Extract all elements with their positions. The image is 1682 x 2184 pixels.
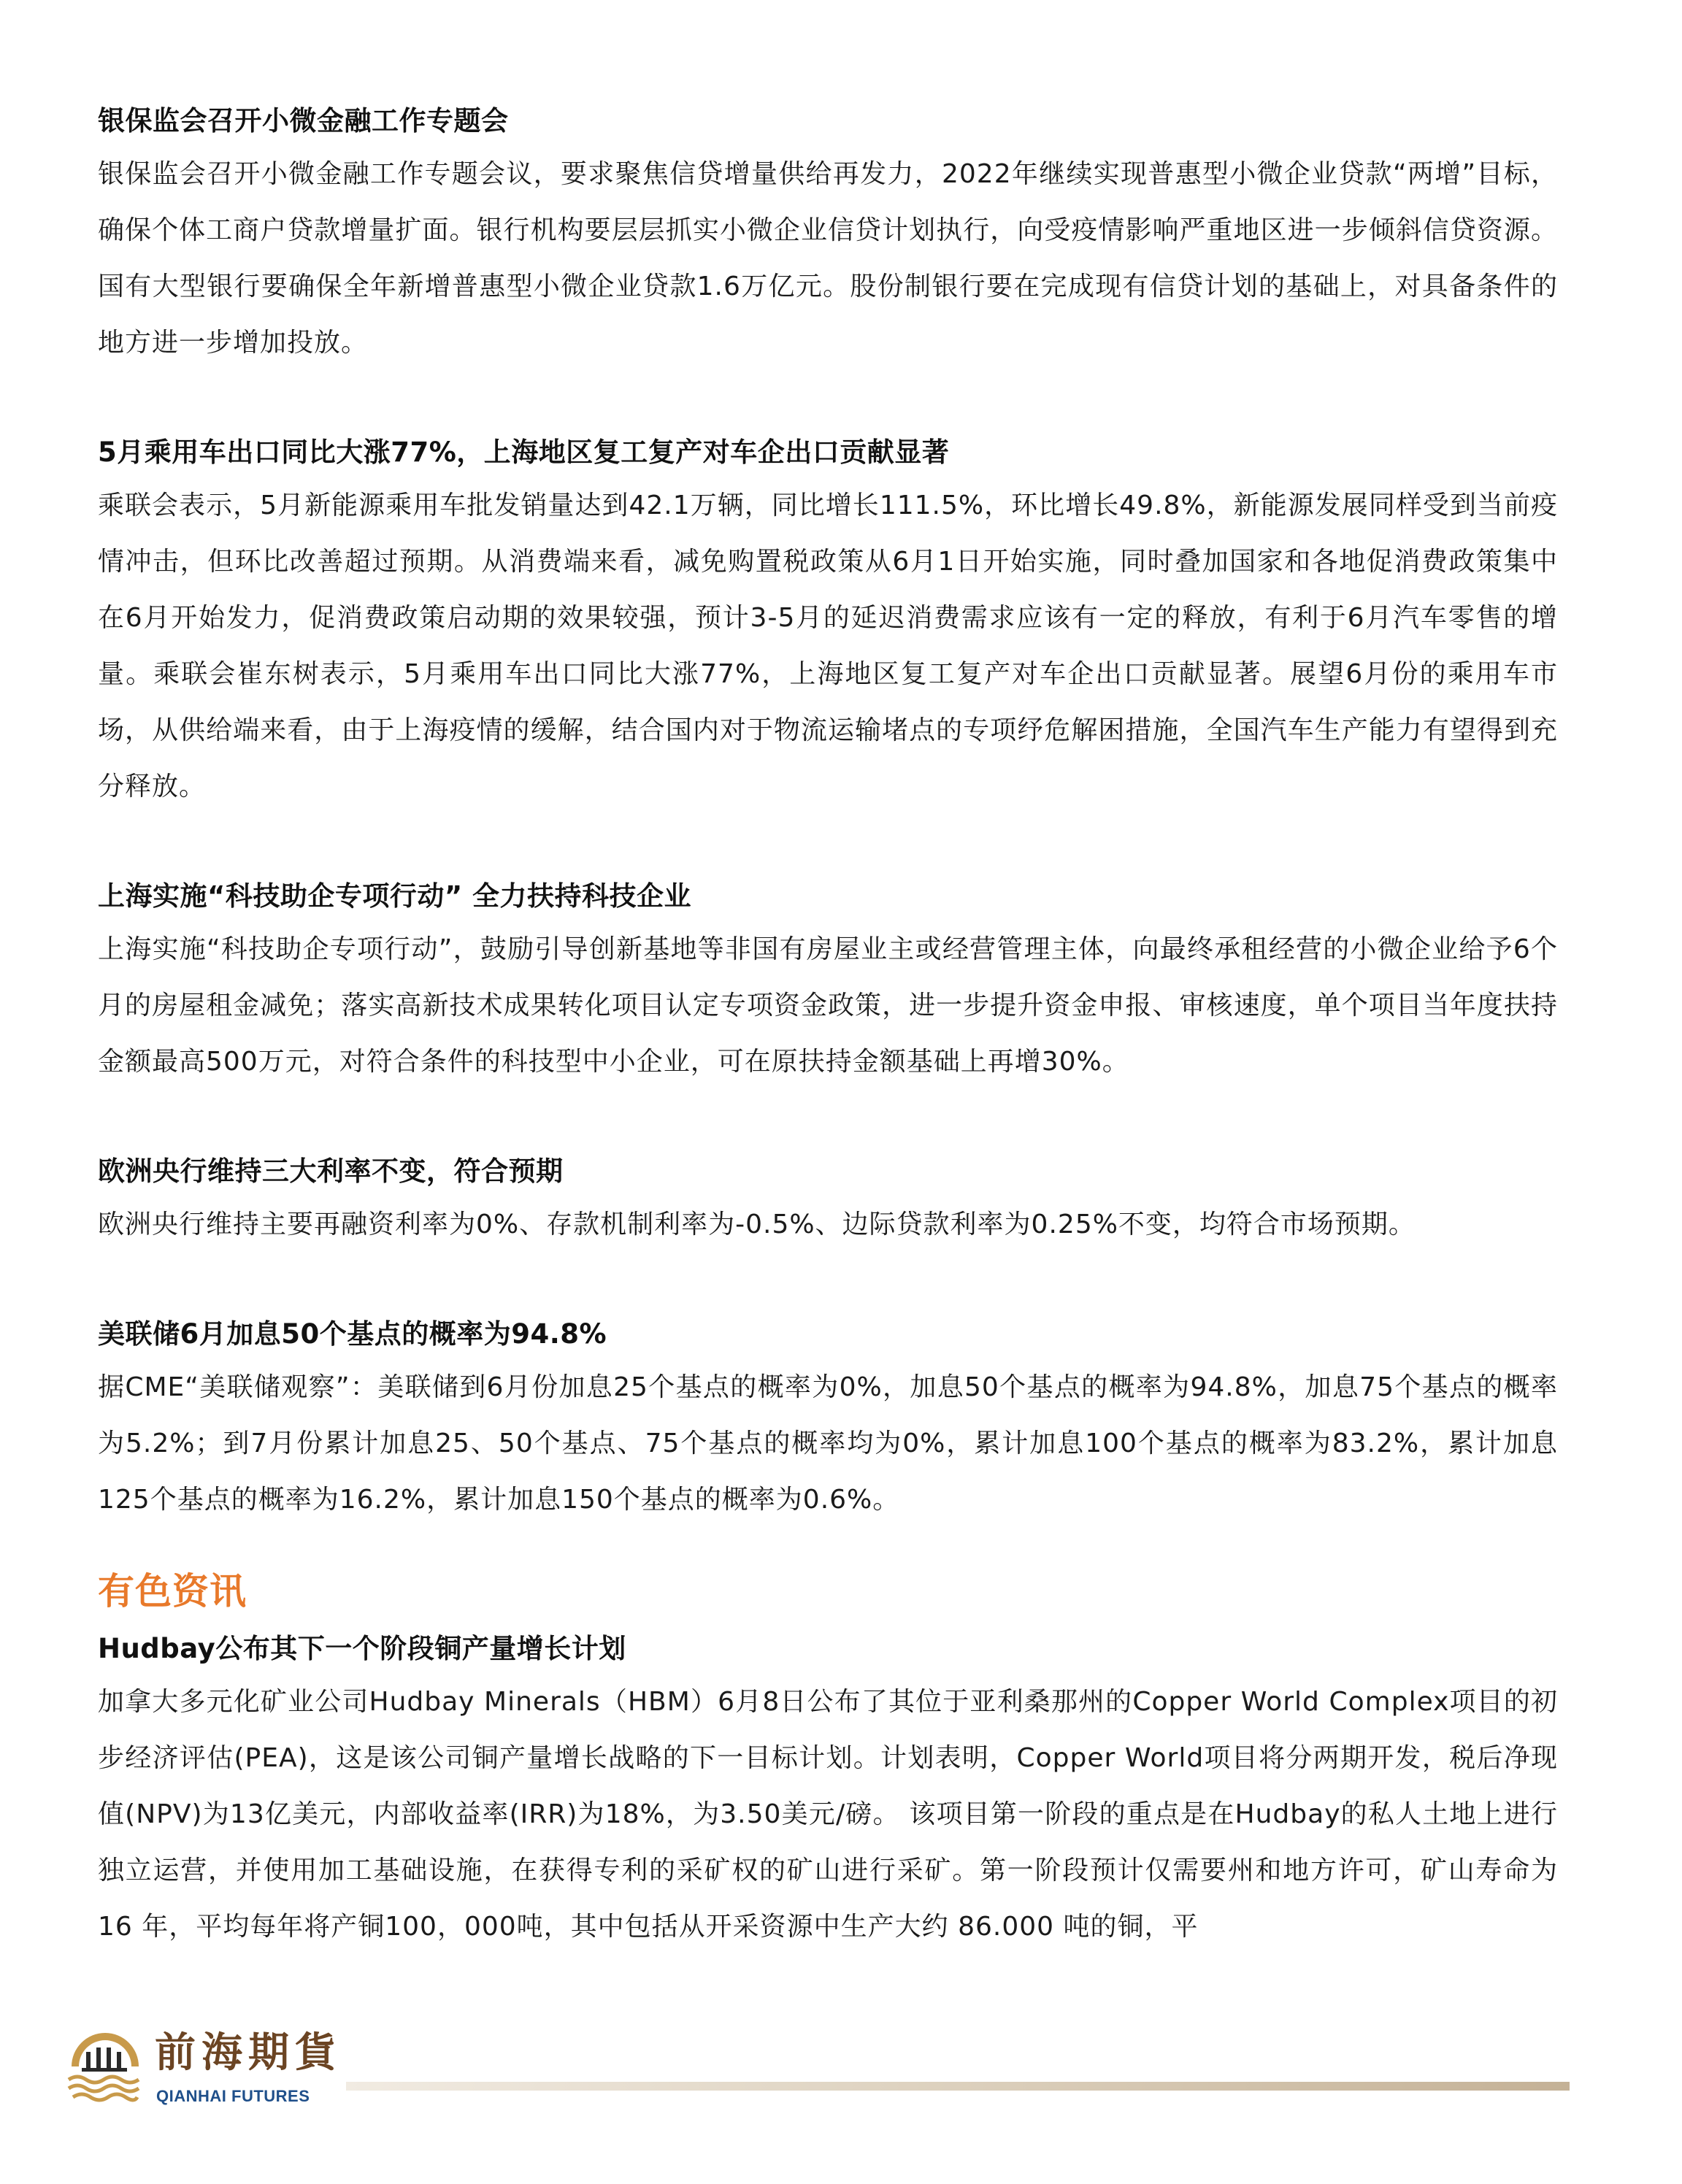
article-body: 欧洲央行维持主要再融资利率为0%、存款机制利率为-0.5%、边际贷款利率为0.25%不变，均符合市场预期。: [98, 1210, 1416, 1239]
footer-divider: [346, 2082, 1570, 2091]
article-fed-hike: [98, 1315, 1558, 1528]
article-title: 银保监会召开小微金融工作专题会: [98, 105, 509, 136]
brand-name-en: QIANHAI FUTURES: [156, 2087, 310, 2105]
document-content: [98, 102, 1558, 1955]
article-body: 乘联会表示，5月新能源乘用车批发销量达到42.1万辆，同比增长111.5%，环比增长49.8%，新能源发展同样受到当前疫情冲击，但环比改善超过预期。从消费端来看，减免购置税政策从6月1日开始实施，同时叠加国家和各地促消费政策集中在6月开始发力，促消费政策启动期的效果较强，预计3-5月的延迟消费需求应该有一定的释放，有利于6月汽车零售的增量。乘联会崔东树表示，5月乘用车出口同比大涨77%，上海地区复工复产对车企出口贡献显著。展望6月份的乘用车市场，从供给端来看，由于上海疫情的缓解，结合国内对于物流运输堵点的专项纾危解困措施，全国汽车生产能力有望得到充分释放。: [98, 491, 1558, 801]
article-ecb-rates: [98, 1153, 1558, 1253]
article-title: 5月乘用车出口同比大涨77%，上海地区复工复产对车企出口贡献显著: [98, 437, 950, 468]
page-footer: [61, 2026, 1580, 2113]
section-heading-metals: 有色资讯: [98, 1570, 247, 1612]
qianhai-logo-icon: [61, 2026, 149, 2106]
article-body: 银保监会召开小微金融工作专题会议，要求聚焦信贷增量供给再发力，2022年继续实现普惠型小微企业贷款“两增”目标，确保个体工商户贷款增量扩面。银行机构要层层抓实小微企业信贷计划执行，向受疫情影响严重地区进一步倾斜信贷资源。国有大型银行要确保全年新增普惠型小微企业贷款1.6万亿元。股份制银行要在完成现有信贷计划的基础上，对具备条件的地方进一步增加投放。: [98, 159, 1558, 358]
article-title: 欧洲央行维持三大利率不变，符合预期: [98, 1156, 564, 1187]
brand-name-cn: 前海期貨: [155, 2029, 342, 2077]
article-title: Hudbay公布其下一个阶段铜产量增长计划: [98, 1633, 626, 1664]
article-title: 美联储6月加息50个基点的概率为94.8%: [98, 1318, 607, 1350]
article-body: 据CME“美联储观察”：美联储到6月份加息25个基点的概率为0%，加息50个基点的概率为94.8%，加息75个基点的概率为5.2%；到7月份累计加息25、50个基点、75个基点的概率均为0%，累计加息100个基点的概率为83.2%，累计加息125个基点的概率为16.2%，累计加息150个基点的概率为0.6%。: [98, 1372, 1558, 1515]
article-cbirc-meeting: [98, 102, 1558, 371]
article-car-exports: [98, 434, 1558, 815]
article-title: 上海实施“科技助企专项行动” 全力扶持科技企业: [98, 880, 692, 912]
article-body: 加拿大多元化矿业公司Hudbay Minerals（HBM）6月8日公布了其位于亚利桑那州的Copper World Complex项目的初步经济评估(PEA)，这是该公司铜产量增长战略的下一目标计划。计划表明，Copper World项目将分两期开发，税后净现值(NPV)为13亿美元，内部收益率(IRR)为18%，为3.50美元/磅。 该项目第一阶段的重点是在Hudbay的私人土地上进行独立运营，并使用加工基础设施，在获得专利的采矿权的矿山进行采矿。第一阶段预计仅需要州和地方许可，矿山寿命为 16 年，平均每年将产铜100，000吨，其中包括从开采资源中生产大约 86.000 吨的铜，平: [98, 1687, 1558, 1942]
article-hudbay: [98, 1630, 1558, 1955]
article-body: 上海实施“科技助企专项行动”，鼓励引导创新基地等非国有房屋业主或经营管理主体，向最终承租经营的小微企业给予6个月的房屋租金减免；落实高新技术成果转化项目认定专项资金政策，进一步提升资金申报、审核速度，单个项目当年度扶持金额最高500万元，对符合条件的科技型中小企业，可在原扶持金额基础上再增30%。: [98, 934, 1558, 1077]
article-shanghai-tech: [98, 877, 1558, 1090]
